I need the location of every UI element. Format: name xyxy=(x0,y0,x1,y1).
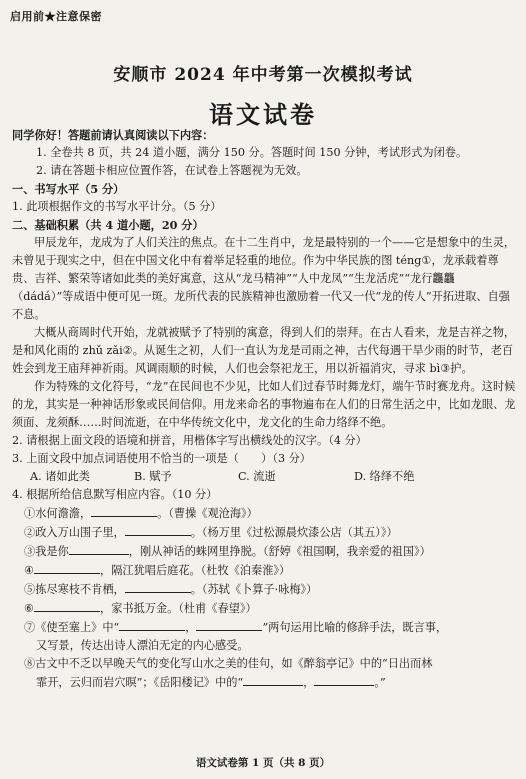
exam-body xyxy=(12,126,516,692)
q4-item-6: ⑥ ，家书抵万金。（杜甫《春望》） xyxy=(12,599,516,618)
exam-title: 安顺市 2024 年中考第一次模拟考试 xyxy=(113,65,413,85)
q4-item-7-cont: 又写景，传达出诗人漂泊无定的内心感受。 xyxy=(36,639,249,652)
option-a: A. 诸如此类 xyxy=(30,470,90,483)
q4-item-5: ⑤拣尽寒枝不肯栖， 。（苏轼《卜算子·咏梅》） xyxy=(12,580,516,599)
option-b: B. 赋予 xyxy=(134,470,172,483)
question-2: 2. 请根据上面文段的语境和拼音，用楷体字写出横线处的汉字。（4 分） xyxy=(12,434,367,447)
answer-blank[interactable] xyxy=(125,523,191,536)
answer-blank[interactable] xyxy=(196,618,262,631)
option-c: C. 流逝 xyxy=(238,470,276,483)
answer-blank[interactable] xyxy=(314,673,374,686)
passage-paragraph-2: 大概从商周时代开始，龙就被赋予了特别的寓意，得到人们的崇拜。在古人看来，龙是吉祥之物，是和风化雨的 zhǔ zǎi②。从诞生之初，人们一直认为龙是司雨之神，古代每遇干旱少雨的时节，老百姓会到龙王庙拜神祈雨。风调雨顺的时候，人们也会祭祀龙王，用以祈福消灾，寻求 bì③护。 xyxy=(12,326,516,375)
answer-blank[interactable] xyxy=(243,673,303,686)
question-3-options xyxy=(12,468,516,486)
answer-blank[interactable] xyxy=(125,580,191,593)
note-2: 2. 请在答题卡相应位置作答，在试卷上答题视为无效。 xyxy=(36,164,308,177)
q4-item-4: ④ ，隔江犹唱后庭花。（杜牧《泊秦淮》） xyxy=(12,561,516,580)
q4-item-8: ⑧古文中不乏以早晚天气的变化写山水之美的佳句，如《醉翁亭记》中的“日出而林 xyxy=(24,657,433,670)
answer-blank[interactable] xyxy=(34,599,100,612)
answer-blank[interactable] xyxy=(69,542,129,555)
q4-item-8-cont: 霏开，云归而岩穴暝”；《岳阳楼记》中的“ ， 。” xyxy=(12,673,516,692)
section-2-title: 二、基础积累（共 4 道小题，20 分） xyxy=(12,218,204,232)
answer-blank[interactable] xyxy=(34,561,100,574)
question-3: 3. 上面文段中加点词语使用不恰当的一项是（ ）（3 分） xyxy=(12,452,311,465)
passage-paragraph-1: 甲辰龙年，龙成为了人们关注的焦点。在十二生肖中，龙是最特别的一个——它是想象中的生灵，未曾见于现实之中，但在中国文化中有着举足轻重的地位。作为中华民族的图 téng①，龙承载着尊贵、吉祥、繁荣等诸如此类的美好寓意，这从“龙马精神”“人中龙凤”“生龙活虎”“龙行龘龘（dádá）”等成语中便可见一斑。龙所代表的民族精神也激励着一代又一代“龙的传人”开拓进取、自强不息。 xyxy=(12,236,516,321)
q4-item-3: ③我是你 ，刚从神话的蛛网里挣脱。（舒婷《祖国啊，我亲爱的祖国》） xyxy=(12,542,516,561)
q4-item-2: ②政入万山围子里， 。（杨万里《过松源晨炊漆公店（其五）》） xyxy=(12,523,516,542)
confidential-note: 启用前★注意保密 xyxy=(10,10,102,23)
q4-item-7: ⑦《使至塞上》中“ ， ”两句运用比喻的修辞手法，既言事， xyxy=(12,618,516,637)
exam-subject: 语文试卷 xyxy=(209,100,317,129)
question-4: 4. 根据所给信息默写相应内容。（10 分） xyxy=(12,488,218,501)
passage-paragraph-3: 作为特殊的文化符号，“龙”在民间也不少见，比如人们过春节时舞龙灯，端午节时赛龙舟。这时候的龙，其实是一种神话形象或民间信仰。用龙来命名的事物遍布在人们的日常生活之中，比如龙眼、龙须面、龙须酥……时间流逝，在中华传统文化中，龙文化的生命力络绎不绝。 xyxy=(12,380,516,429)
note-1: 1. 全卷共 8 页，共 24 道小题，满分 150 分。答题时间 150 分钟，考试形式为闭卷。 xyxy=(36,146,468,159)
question-1: 1. 此项根据作文的书写水平计分。（5 分） xyxy=(12,200,222,213)
answer-blank[interactable] xyxy=(119,618,185,631)
page-footer: 语文试卷第 1 页（共 8 页） xyxy=(195,757,331,769)
greeting: 同学你好！答题前请认真阅读以下内容： xyxy=(12,128,214,142)
answer-blank[interactable] xyxy=(91,504,157,517)
q4-item-1: ①水何澹澹， 。（曹操《观沧海》） xyxy=(12,504,516,523)
option-d: D. 络绎不绝 xyxy=(354,470,415,483)
section-1-title: 一、书写水平（5 分） xyxy=(12,182,125,196)
